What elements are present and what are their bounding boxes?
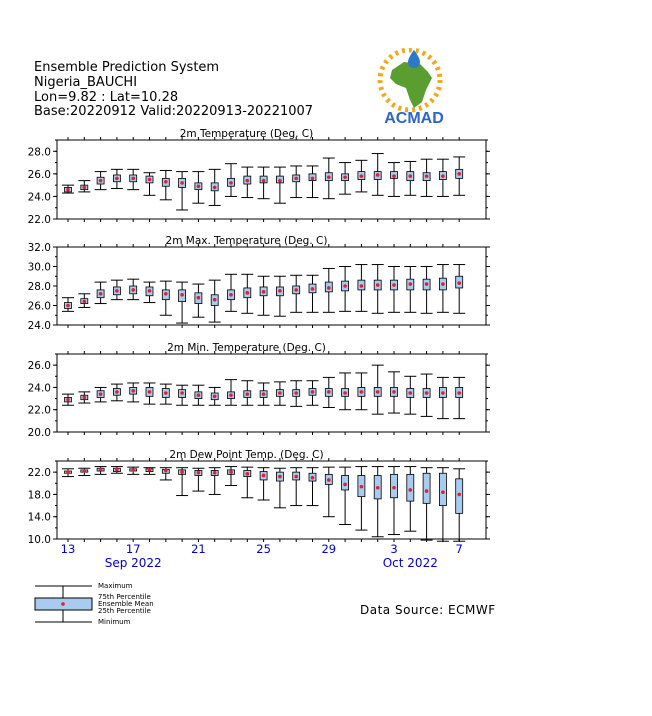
- mean-dot: [311, 476, 315, 480]
- header-line-3: Lon=9.82 : Lat=10.28: [34, 90, 179, 105]
- x-tick-label: 17: [125, 542, 141, 556]
- iqr-box: [439, 473, 446, 505]
- mean-dot: [441, 282, 445, 286]
- mean-dot: [99, 292, 103, 296]
- mean-dot: [213, 298, 217, 302]
- y-tick-label: 32.0: [27, 242, 51, 254]
- y-tick-label: 26.0: [27, 360, 51, 373]
- mean-dot: [99, 179, 103, 183]
- mean-dot: [360, 174, 364, 178]
- mean-dot: [327, 175, 331, 179]
- mean-dot: [262, 474, 266, 478]
- legend-mean-dot: [61, 602, 65, 606]
- mean-dot: [66, 470, 70, 474]
- x-month-label: Sep 2022: [104, 556, 162, 570]
- y-tick-label: 22.0: [27, 404, 51, 417]
- y-tick-label: 26.0: [27, 300, 51, 313]
- panel-2: [28, 235, 490, 332]
- mean-dot: [83, 300, 87, 304]
- legend-min-label: Minimum: [98, 618, 131, 626]
- mean-dot: [83, 186, 87, 190]
- mean-dot: [376, 173, 380, 177]
- mean-dot: [99, 392, 103, 396]
- x-tick-label: 21: [191, 542, 206, 556]
- mean-dot: [180, 293, 184, 297]
- mean-dot: [148, 468, 152, 472]
- mean-dot: [99, 468, 103, 472]
- mean-dot: [327, 478, 331, 482]
- mean-dot: [262, 392, 266, 396]
- x-tick-label: 7: [455, 542, 463, 556]
- mean-dot: [180, 391, 184, 395]
- panel-title: 2m Temperature (Deg. C): [179, 128, 314, 140]
- mean-dot: [360, 284, 364, 288]
- mean-dot: [343, 391, 347, 395]
- mean-dot: [278, 289, 282, 293]
- panel-title: 2m Min. Temperature (Deg. C): [167, 342, 326, 354]
- mean-dot: [115, 468, 119, 472]
- iqr-box: [423, 473, 430, 503]
- panel-title: 2m Max. Temperature (Deg. C): [165, 235, 328, 247]
- mean-dot: [294, 391, 298, 395]
- y-tick-label: 28.0: [27, 281, 51, 293]
- mean-dot: [180, 181, 184, 185]
- plot-frame: [57, 354, 486, 432]
- mean-dot: [229, 181, 233, 185]
- mean-dot: [409, 174, 413, 178]
- logo-text: ACMAD: [384, 110, 444, 126]
- mean-dot: [131, 177, 135, 181]
- mean-dot: [441, 174, 445, 178]
- y-tick-label: 14.0: [27, 511, 51, 524]
- mean-dot: [441, 391, 445, 395]
- mean-dot: [83, 396, 87, 400]
- mean-dot: [392, 390, 396, 394]
- y-tick-label: 24.0: [27, 320, 51, 332]
- y-tick-label: 18.0: [27, 489, 51, 502]
- mean-dot: [66, 304, 70, 308]
- mean-dot: [213, 186, 217, 190]
- mean-dot: [115, 390, 119, 394]
- y-tick-label: 28.0: [27, 146, 51, 159]
- y-tick-label: 10.0: [27, 534, 51, 546]
- y-tick-label: 22.0: [27, 467, 51, 480]
- mean-dot: [425, 174, 429, 178]
- mean-dot: [343, 483, 347, 487]
- legend-max-label: Maximum: [98, 582, 133, 590]
- mean-dot: [229, 393, 233, 397]
- mean-dot: [376, 486, 380, 490]
- mean-dot: [180, 470, 184, 474]
- mean-dot: [392, 486, 396, 490]
- mean-dot: [197, 393, 201, 397]
- mean-dot: [343, 284, 347, 288]
- mean-dot: [425, 391, 429, 395]
- mean-dot: [197, 184, 201, 188]
- mean-dot: [246, 179, 250, 183]
- mean-dot: [164, 292, 168, 296]
- mean-dot: [311, 177, 315, 181]
- mean-dot: [115, 177, 119, 181]
- x-tick-label: 29: [321, 542, 337, 556]
- mean-dot: [327, 286, 331, 290]
- mean-dot: [425, 282, 429, 286]
- mean-dot: [457, 391, 461, 395]
- mean-dot: [246, 472, 250, 476]
- mean-dot: [148, 289, 152, 293]
- y-tick-label: 24.0: [27, 191, 51, 204]
- panel-3: [28, 342, 490, 439]
- mean-dot: [115, 289, 119, 293]
- mean-dot: [164, 391, 168, 395]
- plot-frame: [57, 461, 486, 539]
- mean-dot: [262, 290, 266, 294]
- mean-dot: [278, 179, 282, 183]
- mean-dot: [262, 179, 266, 183]
- legend-mean-label: Ensemble Mean: [98, 600, 154, 608]
- mean-dot: [425, 489, 429, 493]
- mean-dot: [131, 389, 135, 393]
- legend-p75-label: 75th Percentile: [98, 593, 151, 601]
- x-tick-label: 3: [390, 542, 398, 556]
- iqr-box: [407, 474, 414, 501]
- mean-dot: [148, 178, 152, 182]
- panel-4: [28, 449, 490, 546]
- x-tick-label: 25: [256, 542, 271, 556]
- mean-dot: [409, 391, 413, 395]
- mean-dot: [213, 471, 217, 475]
- mean-dot: [327, 390, 331, 394]
- legend-p25-label: 25th Percentile: [98, 607, 151, 615]
- mean-dot: [246, 291, 250, 295]
- x-tick-label: 13: [60, 542, 76, 556]
- mean-dot: [164, 180, 168, 184]
- mean-dot: [409, 488, 413, 492]
- mean-dot: [360, 485, 364, 489]
- mean-dot: [213, 395, 217, 399]
- panel-1: [28, 128, 490, 226]
- mean-dot: [457, 493, 461, 497]
- header-line-2: Nigeria_BAUCHI: [34, 75, 138, 90]
- mean-dot: [83, 469, 87, 473]
- plot-frame: [57, 140, 486, 219]
- mean-dot: [360, 390, 364, 394]
- mean-dot: [457, 172, 461, 176]
- mean-dot: [246, 392, 250, 396]
- mean-dot: [197, 296, 201, 300]
- mean-dot: [164, 469, 168, 473]
- mean-dot: [311, 287, 315, 291]
- header-line-1: Ensemble Prediction System: [34, 60, 220, 75]
- y-tick-label: 22.0: [27, 214, 51, 226]
- mean-dot: [66, 398, 70, 402]
- mean-dot: [376, 283, 380, 287]
- y-tick-label: 26.0: [27, 168, 51, 181]
- mean-dot: [229, 470, 233, 474]
- panel-title: 2m Dew Point Temp. (Deg. C): [169, 449, 324, 461]
- chart-legend: [30, 580, 230, 630]
- mean-dot: [376, 390, 380, 394]
- header-line-4: Base:20220912 Valid:20220913-20221007: [34, 104, 314, 119]
- mean-dot: [343, 175, 347, 179]
- mean-dot: [409, 282, 413, 286]
- y-tick-label: 20.0: [27, 427, 51, 439]
- mean-dot: [197, 471, 201, 475]
- mean-dot: [278, 475, 282, 479]
- mean-dot: [457, 281, 461, 285]
- mean-dot: [131, 468, 135, 472]
- mean-dot: [66, 188, 70, 192]
- mean-dot: [278, 391, 282, 395]
- mean-dot: [229, 293, 233, 297]
- mean-dot: [131, 288, 135, 292]
- data-source-label: Data Source: ECMWF: [360, 603, 496, 617]
- mean-dot: [441, 490, 445, 494]
- mean-dot: [294, 475, 298, 479]
- mean-dot: [392, 174, 396, 178]
- y-tick-label: 30.0: [27, 261, 51, 274]
- mean-dot: [148, 390, 152, 394]
- mean-dot: [294, 177, 298, 181]
- mean-dot: [392, 283, 396, 287]
- x-month-label: Oct 2022: [382, 556, 438, 570]
- mean-dot: [294, 288, 298, 292]
- mean-dot: [311, 390, 315, 394]
- y-tick-label: 24.0: [27, 382, 51, 395]
